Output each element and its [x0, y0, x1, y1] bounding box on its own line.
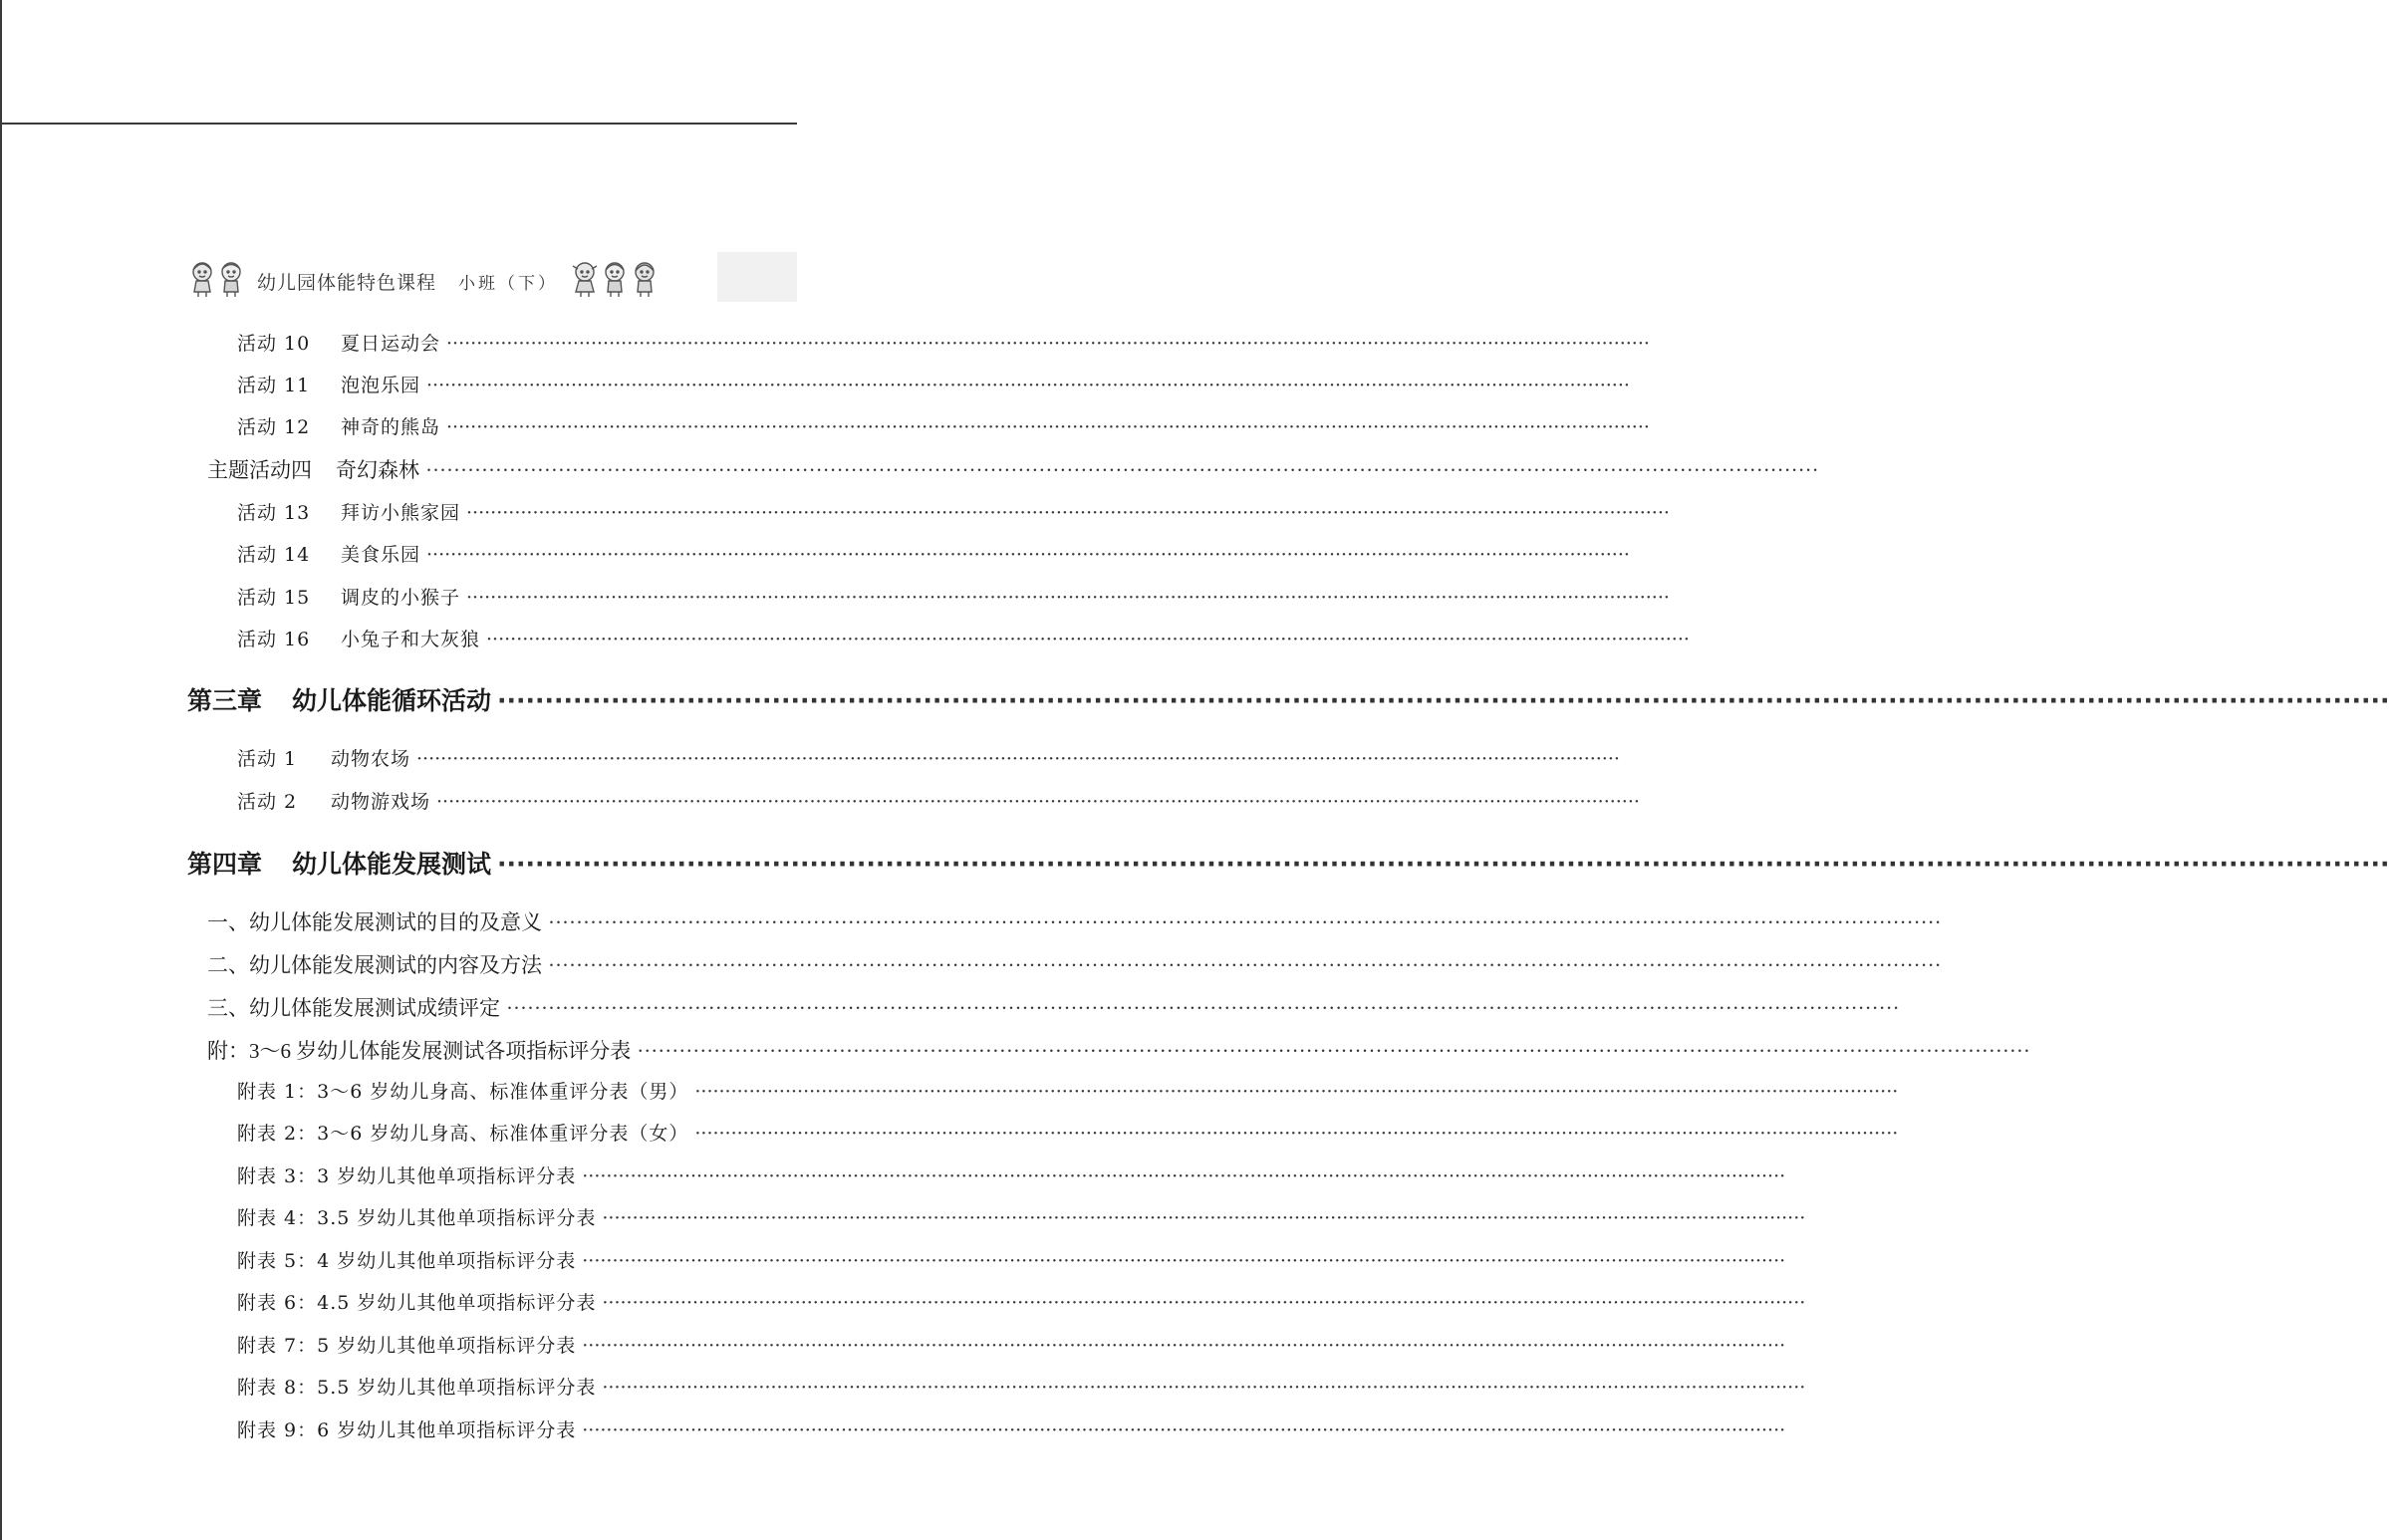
kids-illustration-left-icon [187, 260, 249, 302]
toc-entry-activity-12[interactable] [237, 412, 1650, 439]
dot-leader: ········································································································································································································ [416, 748, 1620, 770]
section-title: 三、幼儿体能发展测试成绩评定 [207, 996, 500, 1020]
dot-leader: ········································································································································································································ [436, 791, 1640, 813]
header-level: 小班（下） [458, 273, 559, 294]
theme-label: 主题活动四 [207, 458, 312, 482]
appendix-table-title: 附表 1：3～6 岁幼儿身高、标准体重评分表（男） [237, 1081, 689, 1103]
entry-number: 活动 15 [237, 587, 311, 609]
dot-leader: ········································································································································································································ [582, 1165, 1786, 1187]
entry-title: 动物农场 [331, 748, 411, 770]
toc-entry-ch3-activity-1[interactable] [237, 744, 1620, 771]
entry-title: 神奇的熊岛 [341, 416, 441, 438]
running-header [187, 257, 765, 305]
toc-entry-activity-16[interactable] [237, 625, 1690, 651]
chapter-title: 幼儿体能循环活动 [292, 686, 492, 715]
dot-leader: ········································································································································································································ [602, 1377, 1806, 1399]
toc-entry-activity-13[interactable] [237, 498, 1670, 525]
entry-title: 美食乐园 [341, 544, 421, 566]
toc-entry-appendix-table-2[interactable] [237, 1119, 1899, 1146]
appendix-table-title: 附表 7：5 岁幼儿其他单项指标评分表 [237, 1335, 577, 1357]
dot-leader: ········································································································································································································ [486, 629, 1690, 650]
section-title: 一、幼儿体能发展测试的目的及意义 [207, 910, 542, 934]
entry-title: 小兔子和大灰狼 [341, 629, 481, 650]
dot-leader: ········································································································································································································ [602, 1292, 1806, 1314]
toc-entry-chapter-4[interactable] [187, 845, 2389, 881]
dot-leader: ········································································································································································································ [497, 850, 2389, 879]
theme-title: 奇幻森林 [336, 458, 419, 482]
entry-number: 活动 1 [237, 748, 298, 770]
dot-leader: ········································································································································································································ [548, 953, 1942, 977]
toc-entry-appendix-table-7[interactable] [237, 1331, 1786, 1358]
appendix-table-title: 附表 3：3 岁幼儿其他单项指标评分表 [237, 1165, 577, 1187]
toc-entry-appendix-table-4[interactable] [237, 1203, 1806, 1230]
dot-leader: ········································································································································································································ [426, 544, 1630, 566]
dot-leader: ········································································································································································································ [425, 458, 1819, 482]
toc-entry-appendix-table-1[interactable] [237, 1077, 1899, 1104]
dot-leader: ········································································································································································································ [582, 1250, 1786, 1272]
page-top-border [0, 123, 797, 125]
chapter-label: 第四章 [187, 850, 263, 879]
page-left-border [0, 0, 2, 1540]
entry-title: 泡泡乐园 [341, 375, 421, 396]
toc-entry-section-3[interactable] [207, 992, 1900, 1022]
entry-number: 活动 13 [237, 502, 311, 524]
dot-leader: ········································································································································································································ [466, 587, 1670, 609]
appendix-table-title: 附表 9：6 岁幼儿其他单项指标评分表 [237, 1419, 577, 1441]
entry-number: 活动 12 [237, 416, 311, 438]
dot-leader: ········································································································································································································ [582, 1419, 1786, 1441]
header-book-title: 幼儿园体能特色课程 [257, 271, 437, 294]
toc-entry-appendix-table-8[interactable] [237, 1373, 1806, 1400]
dot-leader: ········································································································································································································ [637, 1039, 2030, 1063]
entry-title: 调皮的小猴子 [341, 587, 461, 609]
entry-number: 活动 11 [237, 375, 311, 396]
section-title: 附：3～6 岁幼儿体能发展测试各项指标评分表 [207, 1039, 632, 1063]
entry-number: 活动 14 [237, 544, 311, 566]
dot-leader: ········································································································································································································ [446, 333, 1650, 355]
chapter-title: 幼儿体能发展测试 [292, 850, 492, 879]
toc-entry-appendix[interactable] [207, 1035, 2030, 1065]
toc-entry-section-1[interactable] [207, 906, 1942, 936]
toc-entry-ch3-activity-2[interactable] [237, 787, 1640, 814]
entry-number: 活动 16 [237, 629, 311, 650]
appendix-table-title: 附表 8：5.5 岁幼儿其他单项指标评分表 [237, 1377, 597, 1399]
dot-leader: ········································································································································································································ [466, 502, 1670, 524]
chapter-label: 第三章 [187, 686, 263, 715]
toc-entry-theme-4[interactable] [207, 454, 1819, 484]
appendix-table-title: 附表 2：3～6 岁幼儿身高、标准体重评分表（女） [237, 1123, 689, 1145]
dot-leader: ········································································································································································································ [426, 375, 1630, 396]
dot-leader: ········································································································································································································ [694, 1123, 1899, 1145]
toc-entry-activity-14[interactable] [237, 540, 1630, 567]
toc-entry-appendix-table-9[interactable] [237, 1415, 1786, 1442]
toc-entry-chapter-3[interactable] [187, 681, 2389, 717]
dot-leader: ········································································································································································································ [602, 1207, 1806, 1229]
section-title: 二、幼儿体能发展测试的内容及方法 [207, 953, 542, 977]
toc-entry-activity-11[interactable] [237, 371, 1630, 397]
dot-leader: ········································································································································································································ [497, 686, 2389, 715]
toc-entry-appendix-table-3[interactable] [237, 1161, 1786, 1188]
dot-leader: ········································································································································································································ [446, 416, 1650, 438]
dot-leader: ········································································································································································································ [506, 996, 1900, 1020]
appendix-table-title: 附表 6：4.5 岁幼儿其他单项指标评分表 [237, 1292, 597, 1314]
kids-illustration-right-icon [570, 260, 662, 302]
entry-title: 动物游戏场 [331, 791, 431, 813]
appendix-table-title: 附表 4：3.5 岁幼儿其他单项指标评分表 [237, 1207, 597, 1229]
entry-number: 活动 10 [237, 333, 311, 355]
entry-title: 夏日运动会 [341, 333, 441, 355]
dot-leader: ········································································································································································································ [582, 1335, 1786, 1357]
dot-leader: ········································································································································································································ [548, 910, 1942, 934]
toc-entry-appendix-table-6[interactable] [237, 1288, 1806, 1315]
toc-entry-activity-10[interactable] [237, 329, 1650, 356]
entry-number: 活动 2 [237, 791, 298, 813]
dot-leader: ········································································································································································································ [694, 1081, 1899, 1103]
appendix-table-title: 附表 5：4 岁幼儿其他单项指标评分表 [237, 1250, 577, 1272]
entry-title: 拜访小熊家园 [341, 502, 461, 524]
toc-entry-activity-15[interactable] [237, 583, 1670, 610]
toc-entry-section-2[interactable] [207, 949, 1942, 979]
toc-entry-appendix-table-5[interactable] [237, 1246, 1786, 1273]
